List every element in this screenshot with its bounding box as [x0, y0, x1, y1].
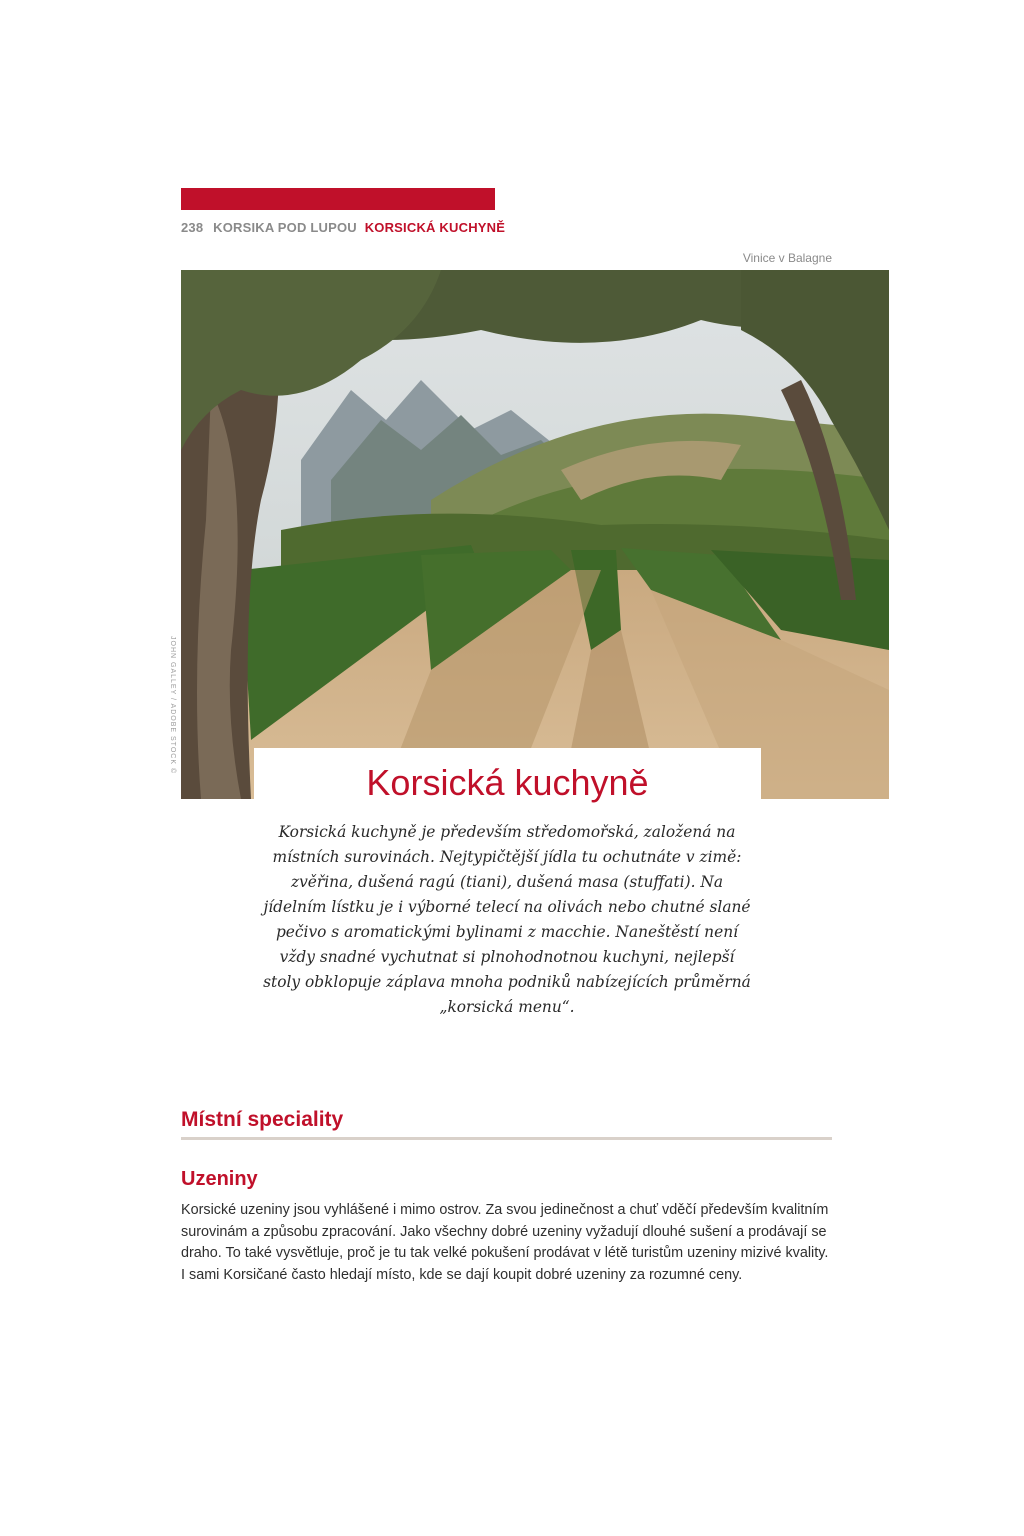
running-head: [181, 220, 505, 235]
subsection-heading: Uzeniny: [181, 1168, 258, 1190]
vineyard-photo: [181, 270, 889, 799]
running-head-chapter: KORSICKÁ KUCHYNĚ: [364, 220, 506, 235]
body-paragraph: Korsické uzeniny jsou vyhlášené i mimo ostrov. Za svou jedinečnost a chuť vděčí především kvalitním surovinám a způsobu zpracování. Jako všechny dobré uzeniny vyžadují dlouhé sušení a prodávají se draho. To také vysvětluje, proč je tu tak velké pokušení prodávat v létě turistům uzeniny mizivé kvality. I sami Korsičané často hledají místo, kde se dají koupit dobré uzeniny za rozumné ceny.: [181, 1202, 829, 1283]
lead-paragraph: Korsická kuchyně je především středomořská, založená na místních surovinách. Nejtypičtější jídla tu ochutnáte v zimě: zvěřina, dušená ragú (tiani), dušená masa (stuffati). Na jídelním lístku je i výborné telecí na olivách nebo chutné slané pečivo s aromatickými bylinami z macchie. Naneštěstí není vždy snadné vychutnat si plnohodnotnou kuchyni, nejlepší stoly obklopuje záplava mnoha podniků nabízejících průměrná „korsická menu“.: [263, 823, 751, 1016]
article-title: Korsická kuchyně: [366, 762, 649, 803]
section-heading: Místní speciality: [181, 1108, 344, 1131]
photo-credit-text: JOHN GALLEY / ADOBE STOCK ©: [169, 636, 176, 775]
running-head-section: KORSIKA POD LUPOU: [213, 220, 357, 235]
section-divider: [181, 1137, 832, 1140]
photo-credit: [166, 636, 178, 786]
header-accent-bar: [181, 188, 495, 210]
page-number: 238: [181, 220, 204, 235]
photo-caption: Vinice v Balagne: [742, 251, 832, 265]
